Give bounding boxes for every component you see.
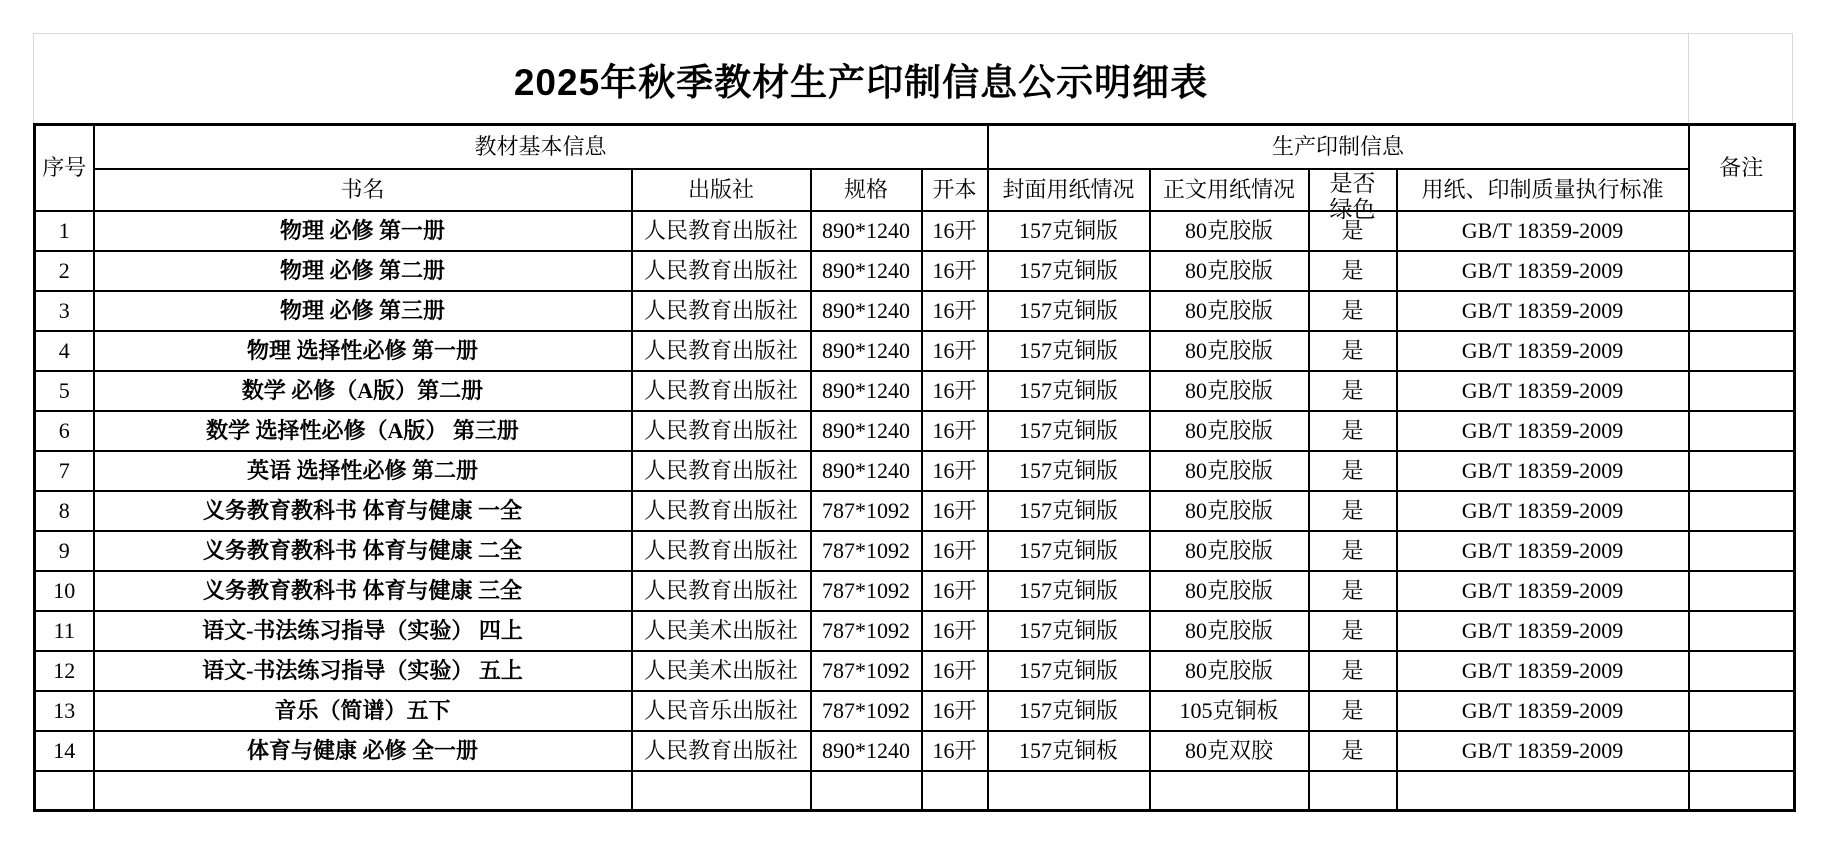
cell-body-paper: 80克胶版 [1150,371,1309,411]
cell-book-name: 物理 必修 第一册 [94,211,632,251]
table-row [35,571,1795,611]
cell-cover-paper: 157克铜板 [988,731,1150,771]
cell-remarks [1689,211,1795,251]
cell-book-name: 物理 选择性必修 第一册 [94,331,632,371]
table-row [35,611,1795,651]
cell-body-paper: 80克胶版 [1150,491,1309,531]
header-quality-standard: 用纸、印制质量执行标准 [1397,169,1689,211]
table-row [35,731,1795,771]
cell-format: 16开 [922,291,988,331]
table-row [35,331,1795,371]
cell-spec: 890*1240 [811,291,922,331]
cell-remarks [1689,251,1795,291]
cell-is-green: 是 [1309,411,1397,451]
header-remarks: 备注 [1689,125,1795,211]
textbook-print-info-table [33,123,1796,812]
cell-serial-number: 2 [35,251,94,291]
cell-spec: 890*1240 [811,731,922,771]
cell-format: 16开 [922,411,988,451]
cell-cover-paper: 157克铜版 [988,531,1150,571]
cell-is-green: 是 [1309,691,1397,731]
cell-quality-standard [1397,771,1689,811]
title-band-divider [1688,34,1689,123]
cell-publisher: 人民教育出版社 [632,371,811,411]
cell-is-green: 是 [1309,531,1397,571]
table-row [35,451,1795,491]
table-row [35,651,1795,691]
header-is-green-line1: 是否 [1329,171,1376,196]
cell-is-green: 是 [1309,211,1397,251]
cell-body-paper: 80克胶版 [1150,611,1309,651]
cell-body-paper [1150,771,1309,811]
cell-body-paper: 80克胶版 [1150,331,1309,371]
table-row [35,771,1795,811]
header-group-production-info: 生产印制信息 [988,125,1689,169]
cell-cover-paper: 157克铜版 [988,491,1150,531]
cell-publisher: 人民教育出版社 [632,731,811,771]
table-row [35,491,1795,531]
cell-remarks [1689,731,1795,771]
cell-spec: 787*1092 [811,691,922,731]
cell-serial-number: 14 [35,731,94,771]
cell-body-paper: 80克胶版 [1150,411,1309,451]
cell-body-paper: 105克铜板 [1150,691,1309,731]
cell-quality-standard: GB/T 18359-2009 [1397,291,1689,331]
header-row-groups [35,125,1795,169]
cell-book-name: 体育与健康 必修 全一册 [94,731,632,771]
cell-book-name: 义务教育教科书 体育与健康 一全 [94,491,632,531]
cell-body-paper: 80克胶版 [1150,451,1309,491]
cell-remarks [1689,371,1795,411]
cell-serial-number: 10 [35,571,94,611]
cell-body-paper: 80克胶版 [1150,531,1309,571]
cell-publisher: 人民美术出版社 [632,651,811,691]
cell-format: 16开 [922,491,988,531]
cell-book-name [94,771,632,811]
cell-format: 16开 [922,211,988,251]
cell-publisher [632,771,811,811]
cell-quality-standard: GB/T 18359-2009 [1397,451,1689,491]
cell-quality-standard: GB/T 18359-2009 [1397,651,1689,691]
cell-spec: 787*1092 [811,491,922,531]
cell-format: 16开 [922,691,988,731]
cell-publisher: 人民教育出版社 [632,531,811,571]
cell-cover-paper: 157克铜版 [988,291,1150,331]
cell-quality-standard: GB/T 18359-2009 [1397,691,1689,731]
header-publisher: 出版社 [632,169,811,211]
cell-remarks [1689,451,1795,491]
cell-book-name: 语文-书法练习指导（实验） 五上 [94,651,632,691]
cell-format: 16开 [922,731,988,771]
cell-spec: 890*1240 [811,331,922,371]
cell-is-green: 是 [1309,451,1397,491]
header-is-green-clipped-text [1312,170,1394,222]
header-group-basic-info: 教材基本信息 [94,125,988,169]
cell-cover-paper [988,771,1150,811]
cell-book-name: 义务教育教科书 体育与健康 三全 [94,571,632,611]
cell-cover-paper: 157克铜版 [988,651,1150,691]
cell-format: 16开 [922,331,988,371]
cell-spec: 787*1092 [811,611,922,651]
cell-serial-number: 3 [35,291,94,331]
table-row [35,411,1795,451]
cell-is-green: 是 [1309,251,1397,291]
cell-cover-paper: 157克铜版 [988,411,1150,451]
cell-cover-paper: 157克铜版 [988,251,1150,291]
cell-is-green: 是 [1309,331,1397,371]
cell-publisher: 人民教育出版社 [632,291,811,331]
cell-serial-number: 6 [35,411,94,451]
cell-is-green: 是 [1309,491,1397,531]
cell-publisher: 人民教育出版社 [632,571,811,611]
cell-cover-paper: 157克铜版 [988,331,1150,371]
cell-quality-standard: GB/T 18359-2009 [1397,251,1689,291]
cell-cover-paper: 157克铜版 [988,371,1150,411]
cell-is-green: 是 [1309,651,1397,691]
cell-serial-number: 12 [35,651,94,691]
cell-remarks [1689,531,1795,571]
cell-publisher: 人民教育出版社 [632,491,811,531]
table-body [35,211,1795,811]
cell-quality-standard: GB/T 18359-2009 [1397,571,1689,611]
cell-format: 16开 [922,371,988,411]
cell-spec: 787*1092 [811,571,922,611]
cell-book-name: 数学 选择性必修（A版） 第三册 [94,411,632,451]
table-row [35,251,1795,291]
cell-quality-standard: GB/T 18359-2009 [1397,611,1689,651]
cell-publisher: 人民教育出版社 [632,251,811,291]
header-book-name: 书名 [94,169,632,211]
cell-remarks [1689,691,1795,731]
cell-body-paper: 80克胶版 [1150,251,1309,291]
header-is-green-line2: 绿色 [1329,197,1376,222]
cell-cover-paper: 157克铜版 [988,611,1150,651]
cell-serial-number: 13 [35,691,94,731]
cell-publisher: 人民教育出版社 [632,451,811,491]
table-row [35,531,1795,571]
cell-remarks [1689,571,1795,611]
cell-serial-number: 1 [35,211,94,251]
cell-remarks [1689,411,1795,451]
cell-book-name: 物理 必修 第三册 [94,291,632,331]
title-band [33,33,1793,123]
header-serial: 序号 [35,125,94,211]
cell-is-green: 是 [1309,571,1397,611]
cell-remarks [1689,771,1795,811]
header-is-green [1309,169,1397,222]
cell-spec: 787*1092 [811,531,922,571]
cell-spec: 890*1240 [811,451,922,491]
cell-remarks [1689,331,1795,371]
cell-spec: 787*1092 [811,651,922,691]
cell-body-paper: 80克胶版 [1150,571,1309,611]
cell-format: 16开 [922,651,988,691]
cell-serial-number: 5 [35,371,94,411]
cell-spec [811,771,922,811]
cell-format: 16开 [922,571,988,611]
header-spec: 规格 [811,169,922,211]
table-row [35,291,1795,331]
cell-book-name: 英语 选择性必修 第二册 [94,451,632,491]
cell-serial-number: 7 [35,451,94,491]
cell-body-paper: 80克胶版 [1150,651,1309,691]
cell-is-green: 是 [1309,371,1397,411]
cell-format: 16开 [922,611,988,651]
title-cell [34,34,1688,123]
cell-book-name: 数学 必修（A版）第二册 [94,371,632,411]
table-row [35,691,1795,731]
header-cover-paper: 封面用纸情况 [988,169,1150,211]
cell-serial-number: 11 [35,611,94,651]
header-body-paper: 正文用纸情况 [1150,169,1309,211]
cell-book-name: 物理 必修 第二册 [94,251,632,291]
cell-quality-standard: GB/T 18359-2009 [1397,731,1689,771]
table-row [35,371,1795,411]
cell-quality-standard: GB/T 18359-2009 [1397,331,1689,371]
cell-remarks [1689,611,1795,651]
cell-serial-number [35,771,94,811]
cell-quality-standard: GB/T 18359-2009 [1397,211,1689,251]
cell-spec: 890*1240 [811,211,922,251]
cell-cover-paper: 157克铜版 [988,571,1150,611]
cell-is-green: 是 [1309,611,1397,651]
cell-cover-paper: 157克铜版 [988,211,1150,251]
header-format: 开本 [922,169,988,211]
cell-remarks [1689,491,1795,531]
cell-body-paper: 80克胶版 [1150,211,1309,251]
cell-book-name: 语文-书法练习指导（实验） 四上 [94,611,632,651]
cell-book-name: 音乐（简谱）五下 [94,691,632,731]
cell-spec: 890*1240 [811,411,922,451]
cell-format: 16开 [922,531,988,571]
cell-quality-standard: GB/T 18359-2009 [1397,491,1689,531]
cell-publisher: 人民教育出版社 [632,331,811,371]
cell-serial-number: 4 [35,331,94,371]
page-title: 2025年秋季教材生产印制信息公示明细表 [513,61,1209,103]
table-row [35,211,1795,251]
cell-format [922,771,988,811]
cell-is-green [1309,771,1397,811]
header-row-columns [35,169,1795,211]
cell-serial-number: 8 [35,491,94,531]
cell-quality-standard: GB/T 18359-2009 [1397,531,1689,571]
cell-is-green: 是 [1309,291,1397,331]
cell-is-green: 是 [1309,731,1397,771]
cell-quality-standard: GB/T 18359-2009 [1397,411,1689,451]
cell-format: 16开 [922,251,988,291]
cell-spec: 890*1240 [811,371,922,411]
cell-quality-standard: GB/T 18359-2009 [1397,371,1689,411]
cell-format: 16开 [922,451,988,491]
cell-remarks [1689,651,1795,691]
cell-body-paper: 80克胶版 [1150,291,1309,331]
cell-serial-number: 9 [35,531,94,571]
cell-publisher: 人民教育出版社 [632,211,811,251]
cell-remarks [1689,291,1795,331]
cell-publisher: 人民美术出版社 [632,611,811,651]
cell-book-name: 义务教育教科书 体育与健康 二全 [94,531,632,571]
cell-publisher: 人民音乐出版社 [632,691,811,731]
cell-publisher: 人民教育出版社 [632,411,811,451]
cell-body-paper: 80克双胶 [1150,731,1309,771]
cell-cover-paper: 157克铜版 [988,691,1150,731]
cell-cover-paper: 157克铜版 [988,451,1150,491]
cell-spec: 890*1240 [811,251,922,291]
